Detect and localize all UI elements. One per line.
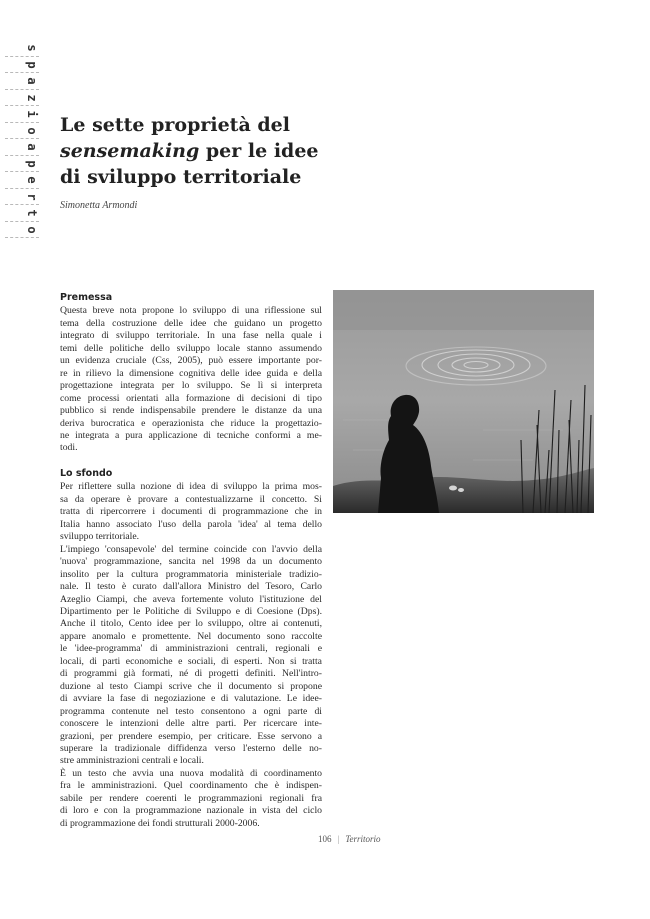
section-tag-char: r: [25, 192, 39, 201]
sfondo-section: [60, 468, 322, 830]
text-line: nale. Il testo è curato dall'allora Ministro del Tesoro, Carlo: [60, 581, 322, 593]
section-tag-letter: [5, 205, 39, 222]
page-number: 106: [318, 834, 332, 844]
text-line: locali, di parti economiche e sociali, di esperti. Non si tratta: [60, 655, 322, 667]
article-title: [60, 112, 360, 190]
section-tag-letter: [5, 123, 39, 140]
text-line: di programmazione dei fondi strutturali 2000-2006.: [60, 817, 260, 829]
author-name: Simonetta Armondi: [60, 200, 138, 211]
section-tag-char: p: [25, 159, 39, 168]
text-line: appare anomalo e promettente. Nel documento sono raccolte: [60, 630, 322, 642]
text-line: insolito per la cultura programmatoria ministeriale tradizio-: [60, 568, 322, 580]
text-line: di loro e con la programmazione nazionale in vista del ciclo: [60, 805, 322, 817]
section-tag-letter: [5, 139, 39, 156]
page-footer: 106 | Territorio: [318, 834, 381, 844]
section-tag-char: s: [25, 44, 39, 52]
section-tag-letter: [5, 222, 39, 239]
text-line: ne integrata a pura applicazione di tecniche conformi a me-: [60, 429, 322, 441]
section-tag: [5, 40, 39, 238]
section-tag-letter: [5, 73, 39, 90]
text-line: di avviare la fase di negoziazione e di valutazione. Le idee-: [60, 693, 322, 705]
section-tag-char: o: [25, 126, 39, 135]
section-tag-char: t: [25, 209, 39, 217]
text-line: di programmi già formati, né di progetti definiti. Nell'intro-: [60, 668, 322, 680]
title-line-2: [60, 138, 360, 164]
text-line: come processi orientati alla formazione di decisioni di tipo: [60, 392, 322, 404]
text-line: tratta di ripercorrere i documenti di programmazione che in: [60, 506, 322, 518]
text-line: Per riflettere sulla nozione di idea di sviluppo la prima mos-: [60, 481, 322, 493]
premessa-paragraph: [60, 305, 322, 454]
text-line: conoscere le intenzioni delle altre parti. Per ricercare inte-: [60, 718, 322, 730]
premessa-section: [60, 292, 322, 455]
section-tag-char: i: [25, 110, 39, 118]
text-line: stre amministrazioni centrali e locali.: [60, 755, 204, 767]
text-line: temi delle politiche dello sviluppo locale stanno assumendo: [60, 342, 322, 354]
text-line: sviluppo territoriale.: [60, 531, 140, 543]
section-tag-char: z: [25, 93, 39, 102]
title-line-3: di sviluppo territoriale: [60, 166, 302, 188]
text-line: le 'idee-programma' di amministrazioni centrali, regionali e: [60, 643, 322, 655]
section-tag-letter: [5, 106, 39, 123]
section-tag-char: p: [25, 60, 39, 69]
magazine-name: Territorio: [345, 834, 381, 844]
text-line: tema della costruzione delle idee che guidano un progetto: [60, 317, 322, 329]
text-line: L'impiego 'consapevole' del termine coincide con l'avvio della: [60, 543, 322, 555]
text-line: Azeglio Ciampi, che aveva fortemente voluto l'istituzione del: [60, 593, 322, 605]
text-line: Dipartimento per le Politiche di Sviluppo e di Coesione (Dps).: [60, 605, 322, 617]
section-tag-char: a: [25, 77, 39, 85]
text-line: re in rilievo la dimensione cognitiva delle idee guida e della: [60, 367, 322, 379]
section-tag-letter: [5, 90, 39, 107]
section-tag-letter: [5, 156, 39, 173]
text-line: sa da operare è provare a contestualizzarne il concetto. Si: [60, 493, 322, 505]
text-line: superare la tradizionale diffidenza verso l'esterno delle no-: [60, 742, 322, 754]
text-line: integrato di sviluppo territoriale. In una fase nella quale i: [60, 330, 322, 342]
text-line: grazioni, per prendere esempio, per criticare. Esse servono a: [60, 730, 322, 742]
text-line: programma contenute nel testo consentono a ogni parte di: [60, 705, 322, 717]
text-line: pubblico si rende indispensabile prendere le distanze da una: [60, 405, 322, 417]
title-emphasis: sensemaking: [60, 140, 200, 162]
section-tag-letter: [5, 172, 39, 189]
text-line: un evidenza cruciale (Css, 2005), può essere importante por-: [60, 355, 322, 367]
text-line: Questa breve nota propone lo sviluppo di una riflessione sul: [60, 305, 322, 317]
text-line: fra le amministrazioni. Quel coordinamento che è indispen-: [60, 780, 322, 792]
text-line: Anche il titolo, Cento idee per lo sviluppo, oltre ai contenuti,: [60, 618, 322, 630]
text-line: deriva burocratica e operazionista che riduce la progettazio-: [60, 417, 322, 429]
text-line: progettazione integrata per lo sviluppo. Se lì si interpreta: [60, 380, 322, 392]
section-tag-letter: [5, 57, 39, 74]
lake-photo: [333, 290, 594, 513]
section-tag-char: e: [25, 176, 39, 184]
text-line: È un testo che avvia una nuova modalità di coordinamento: [60, 767, 322, 779]
text-line: Italia hanno associato l'uso della parola 'idea' al tema dello: [60, 518, 322, 530]
section-tag-char: o: [25, 225, 39, 234]
title-line-2-rest: per le idee: [199, 140, 319, 162]
text-line: duzione al testo Ciampi scrive che il documento si propone: [60, 680, 322, 692]
premessa-heading: Premessa: [60, 292, 113, 303]
text-line: sabile per rendere coerenti le programmazioni regionali fra: [60, 792, 322, 804]
sfondo-heading: Lo sfondo: [60, 468, 113, 479]
title-line-1: Le sette proprietà del: [60, 114, 290, 136]
section-tag-letter: [5, 40, 39, 57]
sfondo-paragraph: [60, 481, 322, 830]
section-tag-letter: [5, 189, 39, 206]
section-tag-char: a: [25, 143, 39, 151]
text-line: todi.: [60, 442, 78, 454]
text-line: 'nuova' programmazione, sancita nel 1998 da un documento: [60, 556, 322, 568]
